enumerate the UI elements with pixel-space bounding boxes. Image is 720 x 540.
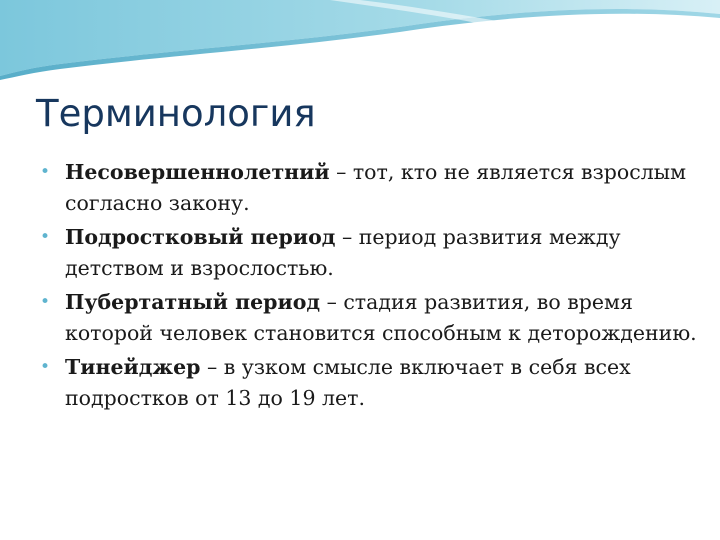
term-name: Тинейджер	[65, 355, 201, 379]
bullet-dot-icon: •	[40, 227, 51, 247]
list-item	[38, 157, 703, 219]
term-definition: – период развития между детством и взрослостью.	[65, 225, 621, 280]
list-item	[38, 287, 703, 349]
term-list	[38, 157, 703, 417]
bullet-dot-icon: •	[40, 162, 51, 182]
bullet-dot-icon: •	[40, 292, 51, 312]
list-item	[38, 352, 703, 414]
term-definition: – тот, кто не является взрослым согласно закону.	[65, 160, 687, 215]
term-definition: – в узком смысле включает в себя всех подростков от 13 до 19 лет.	[65, 355, 631, 410]
list-item	[38, 222, 703, 284]
term-name: Несовершеннолетний	[65, 160, 330, 184]
slide-title: Терминология	[36, 92, 316, 135]
wave-decoration	[0, 0, 720, 80]
term-name: Пубертатный период	[65, 290, 321, 314]
bullet-dot-icon: •	[40, 357, 51, 377]
term-definition: – стадия развития, во время которой человек становится способным к деторождению.	[65, 290, 697, 345]
term-name: Подростковый период	[65, 225, 336, 249]
